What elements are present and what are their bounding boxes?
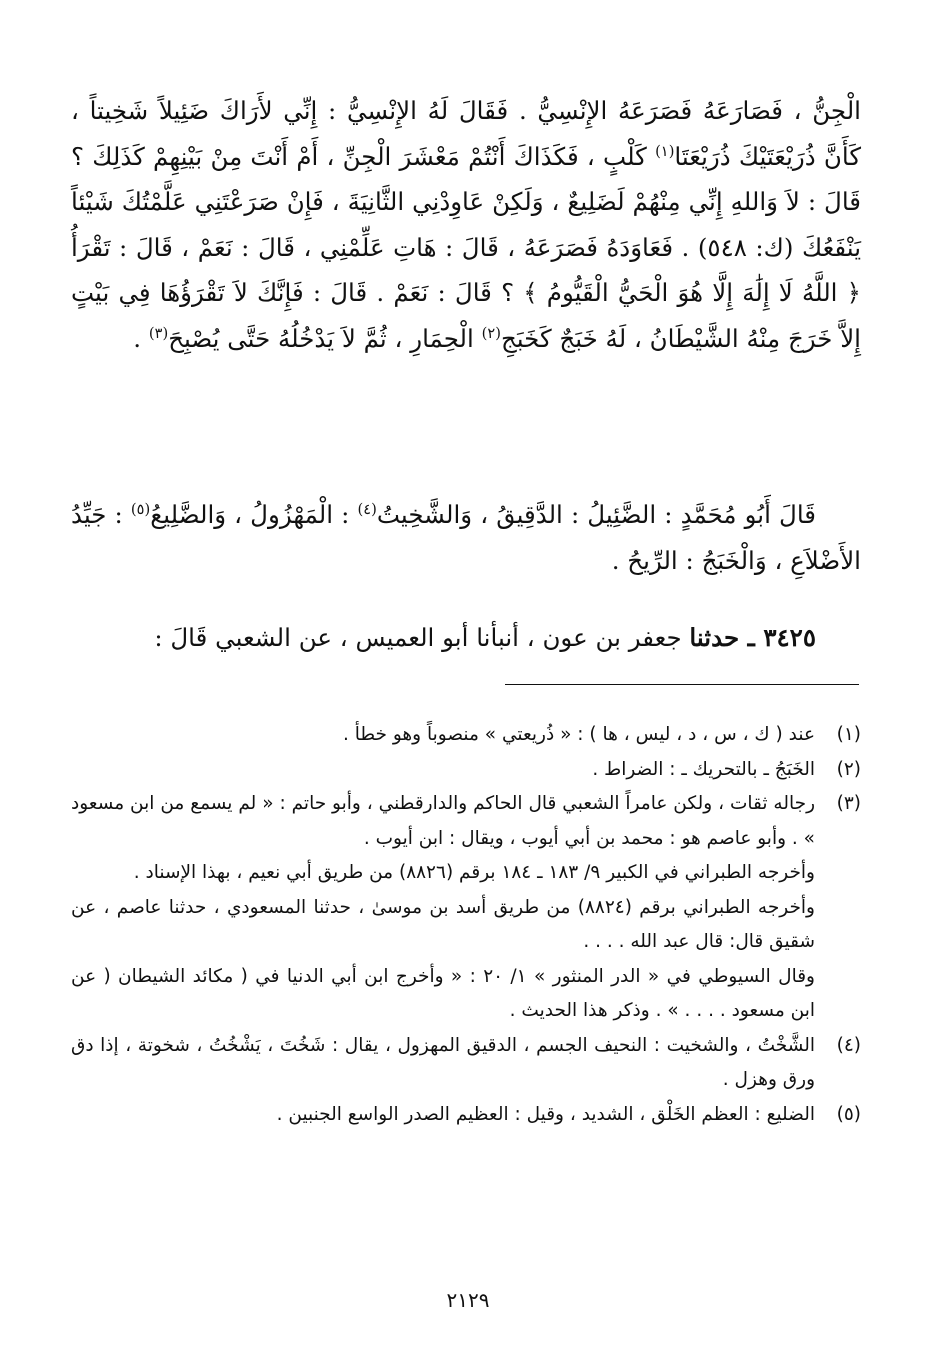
hadith-dash: ـ	[739, 623, 764, 652]
footnote-body	[71, 1029, 815, 1098]
footnote-line: عند ( ك ، س ، د ، ليس ، ها ) : « ذُريعتي » منصوباً وهو خطأ .	[342, 724, 815, 745]
main-text-run: الْجِنُّ ، فَصَارَعَهُ فَصَرَعَهُ الإِنْسِيُّ . فَقَالَ لَهُ الإِنْسِيُّ : إِنِّي لأَرَاكَ ضَئِيلاً شَخِيتاً ، كَأَنَّ ذُرَيْعَتَيْكَ ذُرَيْعَتَا	[71, 96, 862, 171]
page-number: ٢١٢٩	[446, 1288, 490, 1312]
footnote-line: الشَّخْتُ ، والشخيت : النحيف الجسم ، الدقيق المهزول ، يقال : شَخُتَ ، يَشْخُتُ ، شخوتة ، إذا دق ورق وهزل .	[71, 1034, 815, 1090]
main-paragraph	[71, 88, 861, 361]
footnote-line: وقال السيوطي في « الدر المنثور » ١/ ٢٠ : « وأخرج ابن أبي الدنيا في ( مكائد الشيطان ( عن ابن مسعود . . . . » . وذكر هذا الحديث .	[71, 965, 815, 1021]
footnote-number: (٥)	[836, 1103, 861, 1125]
footnote-body	[71, 1098, 815, 1133]
footnote-marker: (٤)	[357, 500, 377, 518]
main-text-run: كَلْبٍ ، فَكَذَاكَ أَنْتُمْ مَعْشَرَ الْجِنِّ ، أَمْ أَنْتَ مِنْ بَيْنِهِمْ كَذَلِكَ ؟ قَالَ : لاَ وَاللهِ إِنِّي مِنْهُمْ لَضَلِيعٌ ، وَلَكِنْ عَاوِدْنِي الثَّانِيَةَ ، فَإِنْ صَرَعْتَنِي عَلَّمْتُكَ شَيْئاً يَنْفَعُكَ (ك: ٥٤٨) . فَعَاوَدَهُ فَصَرَعَهُ ، قَالَ : هَاتِ عَلِّمْنِي ، قَالَ : نَعَمْ ، قَالَ : تَقْرَأُ ﴿ اللَّهُ لَا إِلَٰهَ إِلَّا هُوَ الْحَيُّ الْقَيُّومُ ﴾ ؟ قَالَ : نَعَمْ . قَالَ : فَإِنَّكَ لاَ تَقْرَؤُهَا فِي بَيْتٍ إِلاَّ خَرَجَ مِنْهُ الشَّيْطَانُ ، لَهُ خَبَجٌ كَخَبَجِ	[71, 141, 862, 353]
gloss-text-run: : جَيِّدُ الأَضْلاَعِ ، وَالْخَبَجُ : الرِّيحُ .	[71, 500, 861, 575]
footnote-body	[71, 718, 815, 753]
main-text-run: .	[133, 323, 149, 353]
footnote-line: وأخرجه الطبراني برقم (٨٨٢٤) من طريق أسد بن موسىٰ ، حدثنا المسعودي ، حدثنا عاصم ، عن شقيق قال: قال عبد الله . . . .	[71, 896, 815, 952]
author-gloss	[71, 492, 861, 584]
footnote-marker: (٢)	[481, 324, 501, 342]
hadith-heading	[71, 618, 861, 658]
footnote-body	[71, 753, 815, 788]
gloss-paragraph	[71, 492, 861, 584]
gloss-text-run: قَالَ أَبُو مُحَمَّدٍ : الضَّئِيلُ : الدَّقِيقُ ، وَالشَّخِيتُ	[376, 500, 816, 529]
hadith-lead-word: حدثنا	[689, 623, 740, 652]
footnote-number: (٣)	[836, 793, 861, 814]
gloss-text-run: : الْمَهْزُولُ ، وَالضَّلِيعُ	[150, 500, 358, 529]
footnote-line: الضليع : العظم الخَلْق ، الشديد ، وقيل : العظيم الصدر الواسع الجنبين .	[276, 1103, 815, 1125]
footnote-3	[71, 787, 861, 1029]
main-text-run: الْحِمَارِ ، ثُمَّ لاَ يَدْخُلُهُ حَتَّى يُصْبِحَ	[168, 323, 482, 353]
footnote-1	[71, 718, 861, 753]
footnote-number: (١)	[836, 724, 861, 745]
footnote-number: (٤)	[836, 1034, 861, 1056]
footnotes	[71, 718, 861, 1132]
footnote-2	[71, 753, 861, 788]
footnote-marker: (٥)	[130, 500, 151, 518]
main-text	[71, 88, 861, 361]
footnote-marker: (١)	[655, 142, 675, 160]
hadith-chain: جعفر بن عون ، أنبأنا أبو العميس ، عن الشعبي قَالَ :	[154, 623, 690, 652]
footnote-separator	[505, 684, 859, 685]
footnote-number: (٢)	[836, 758, 861, 780]
footnote-line: رجاله ثقات ، ولكن عامراً الشعبي قال الحاكم والدارقطني ، وأبو حاتم : « لم يسمع من ابن مسعود » . وأبو عاصم هو : محمد بن أبي أيوب ، ويقال : ابن أيوب .	[71, 793, 815, 849]
footnote-line: الخَبَجُ ـ بالتحريك ـ : الضراط .	[592, 758, 815, 780]
footnote-marker: (٣)	[148, 324, 169, 342]
footnote-5	[71, 1098, 861, 1133]
footnote-4	[71, 1029, 861, 1098]
footnote-body	[71, 787, 815, 1029]
hadith-number: ٣٤٢٥	[763, 623, 816, 652]
footnote-line: وأخرجه الطبراني في الكبير ٩/ ١٨٣ ـ ١٨٤ برقم (٨٨٢٦) من طريق أبي نعيم ، بهذا الإسناد .	[133, 862, 815, 883]
